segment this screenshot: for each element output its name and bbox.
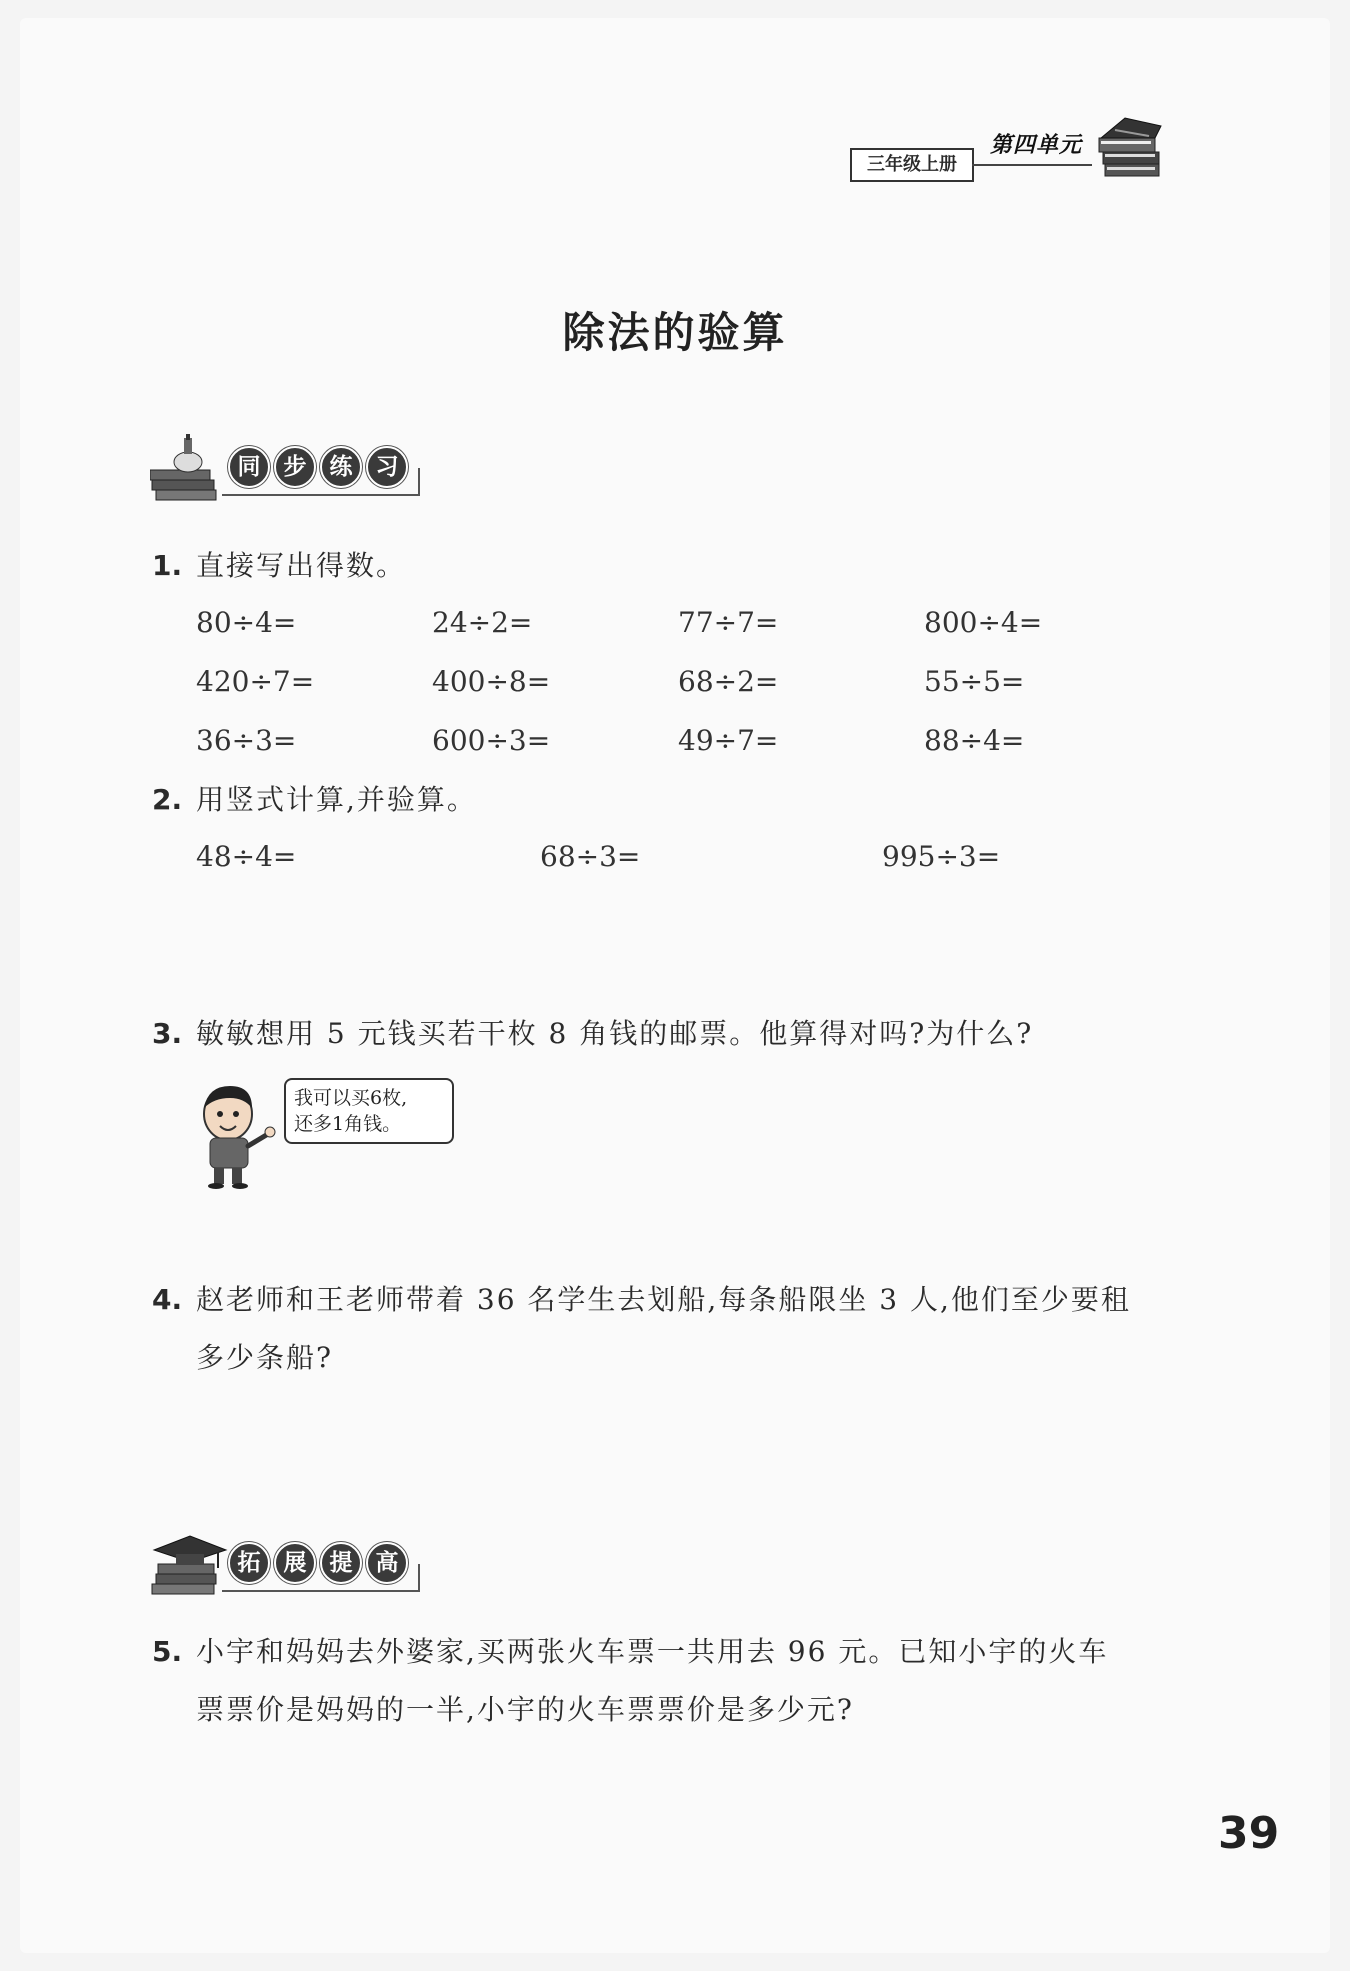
problem-text: 用竖式计算,并验算。 [196,783,477,816]
banner-title-extension [228,1542,408,1584]
problem-text: 小宇和妈妈去外婆家,买两张火车票一共用去 96 元。已知小宇的火车 [196,1635,1109,1668]
banner-underline [222,1590,420,1592]
banner-char: 习 [366,446,408,488]
banner-char: 高 [366,1542,408,1584]
banner-underline [222,494,420,496]
calc-item: 55÷5= [924,665,1025,698]
calc-item: 24÷2= [432,606,533,639]
header-divider [972,164,1092,166]
calc-item: 48÷4= [196,840,297,873]
calc-item: 80÷4= [196,606,297,639]
problem-1 [152,548,406,584]
banner-char: 展 [274,1542,316,1584]
unit-label: 第四单元 [990,133,1083,158]
speech-bubble [284,1078,454,1144]
calc-item: 995÷3= [882,840,1001,873]
calc-item: 68÷2= [678,665,779,698]
graduation-cap-books-icon [150,1528,230,1608]
page-number: 39 [1218,1808,1280,1859]
banner-char: 提 [320,1542,362,1584]
speech-line: 还多1角钱。 [294,1113,402,1135]
calc-item: 800÷4= [924,606,1043,639]
boy-illustration [190,1080,280,1190]
lamp-books-icon [150,432,230,512]
banner-char: 练 [320,446,362,488]
banner-char: 步 [274,446,316,488]
banner-char: 同 [228,446,270,488]
problem-number: 5. [152,1635,183,1668]
problem-4 [152,1282,1131,1376]
calc-item: 68÷3= [540,840,641,873]
calc-item: 420÷7= [196,665,315,698]
calc-item: 49÷7= [678,724,779,757]
section-banner-practice [150,432,450,512]
problem-number: 2. [152,783,183,816]
problem-text: 赵老师和王老师带着 36 名学生去划船,每条船限坐 3 人,他们至少要租 [196,1283,1131,1316]
unit-header [850,112,1180,192]
banner-tick [418,1564,420,1592]
problem-5 [152,1634,1108,1728]
problem-text-continued: 票票价是妈妈的一半,小宇的火车票票价是多少元? [196,1693,854,1726]
speech-line: 我可以买6枚, [294,1087,408,1109]
problem-text: 敏敏想用 5 元钱买若干枚 8 角钱的邮票。他算得对吗?为什么? [196,1017,1034,1050]
calc-item: 77÷7= [678,606,779,639]
problem-number: 4. [152,1283,183,1316]
calc-item: 88÷4= [924,724,1025,757]
section-banner-extension [150,1528,450,1608]
problem-number: 3. [152,1017,183,1050]
problem-2 [152,782,477,818]
problem-text-continued: 多少条船? [196,1341,334,1374]
calc-item: 400÷8= [432,665,551,698]
calc-item: 36÷3= [196,724,297,757]
problem-number: 1. [152,549,183,582]
banner-char: 拓 [228,1542,270,1584]
problem-text: 直接写出得数。 [196,549,407,582]
books-stack-icon [1095,112,1165,184]
banner-tick [418,468,420,496]
calc-item: 600÷3= [432,724,551,757]
problem-3 [152,1016,1033,1052]
banner-title-practice [228,446,408,488]
grade-label: 三年级上册 [850,148,974,182]
page-title: 除法的验算 [562,308,788,357]
